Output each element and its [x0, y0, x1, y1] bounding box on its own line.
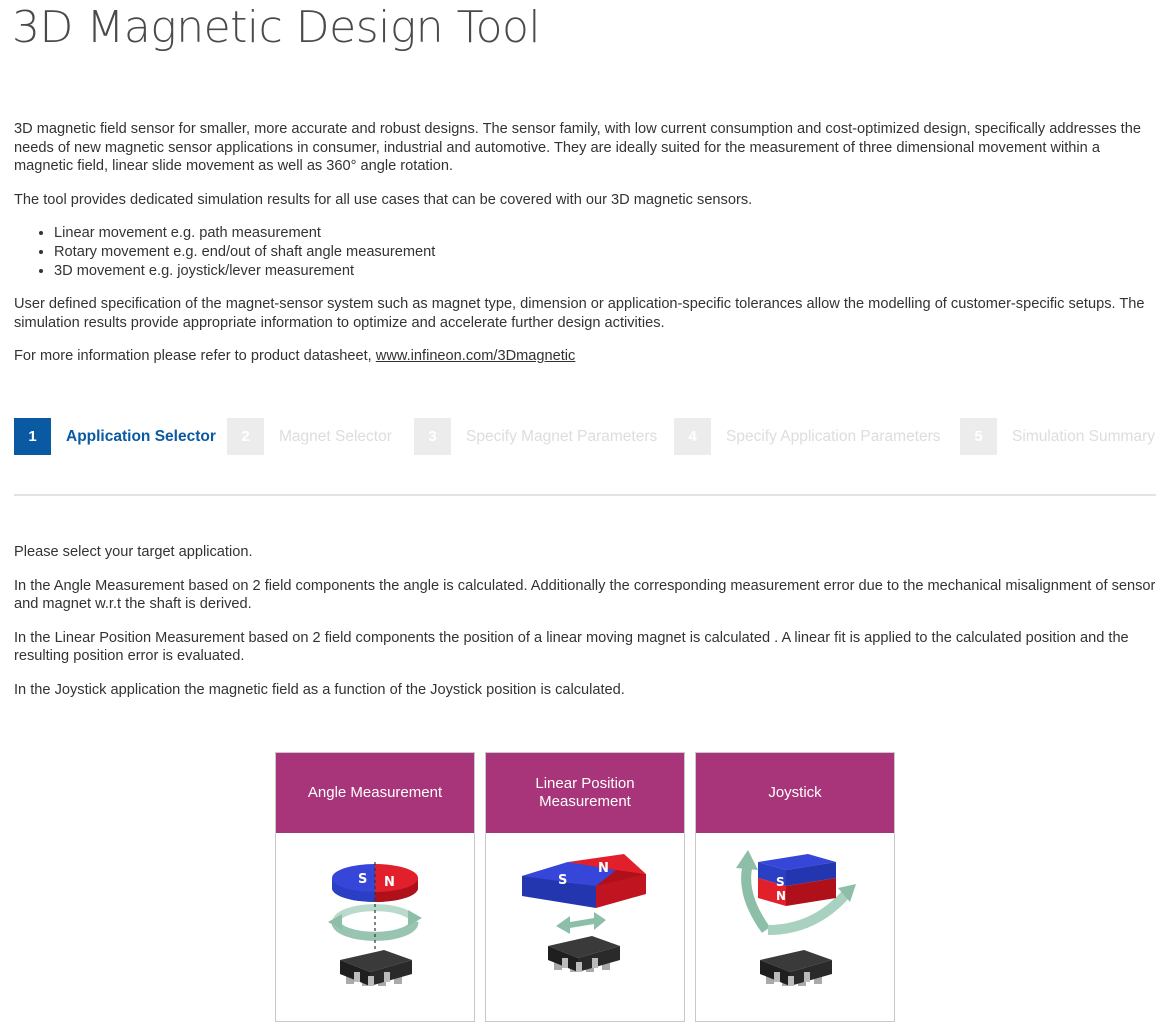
step-specify-magnet-parameters[interactable] [414, 418, 657, 455]
card-joystick[interactable] [695, 752, 895, 1022]
joystick-description: In the Joystick application the magnetic field as a function of the Joystick position is calculated. [14, 681, 625, 698]
step-label: Specify Application Parameters [726, 427, 941, 445]
datasheet-link[interactable]: www.infineon.com/3Dmagnetic [375, 348, 576, 365]
step-label: Specify Magnet Parameters [466, 427, 658, 445]
intro-section [14, 120, 1156, 381]
step-label: Magnet Selector [279, 427, 392, 445]
card-angle-measurement[interactable] [275, 752, 475, 1022]
card-title: Linear Position Measurement [486, 753, 684, 833]
n-pole-label: N [384, 875, 395, 890]
step-number: 5 [960, 418, 997, 455]
step-label: Application Selector [66, 427, 216, 445]
list-item: • Rotary movement e.g. end/out of shaft angle measurement [54, 243, 1156, 262]
divider [14, 494, 1156, 496]
wizard-steps [14, 418, 1156, 456]
step-number: 1 [14, 418, 51, 455]
s-pole-label: S [776, 875, 785, 889]
page-title: 3D Magnetic Design Tool [12, 2, 541, 53]
intro-paragraph-1: 3D magnetic field sensor for smaller, more accurate and robust designs. The sensor family, with low current consumption and cost-optimized design, specifically addresses the needs of new magnetic sensor applications in consumer, industrial and automotive. They are ideally suited for the measurement of three dimensional movement within a magnetic field, linear slide movement as well as 360° angle rotation. [14, 121, 1141, 175]
intro-paragraph-2: The tool provides dedicated simulation results for all use cases that can be covered with our 3D magnetic sensors. [14, 191, 753, 208]
s-pole-label: S [558, 873, 568, 888]
linear-position-icon [486, 834, 684, 1021]
n-pole-label: N [598, 861, 609, 876]
step-specify-application-parameters[interactable] [674, 418, 941, 455]
intro-paragraph-4 [14, 347, 1156, 366]
list-item: • 3D movement e.g. joystick/lever measurement [54, 262, 1156, 281]
use-case-list [14, 224, 1156, 280]
card-title: Angle Measurement [276, 753, 474, 833]
step-label: Simulation Summary [1012, 427, 1155, 445]
step-number: 2 [227, 418, 264, 455]
step-simulation-summary[interactable] [960, 418, 1155, 455]
angle-description: In the Angle Measurement based on 2 field components the angle is calculated. Additionally the corresponding measurement error due to the mechanical misalignment of sensor and magnet w.r.t the shaft is derived. [14, 577, 1156, 613]
card-title: Joystick [696, 753, 894, 833]
s-pole-label: S [358, 872, 368, 887]
step-application-selector[interactable] [14, 418, 216, 455]
card-linear-position-measurement[interactable] [485, 752, 685, 1022]
select-prompt: Please select your target application. [14, 544, 253, 560]
linear-description: In the Linear Position Measurement based on 2 field components the position of a linear moving magnet is calculated . A linear fit is applied to the calculated position and the resulting position error is evaluated. [14, 629, 1129, 665]
datasheet-text: For more information please refer to product datasheet, [14, 348, 376, 365]
n-pole-label: N [776, 889, 787, 903]
application-description [14, 543, 1156, 715]
joystick-icon [696, 834, 894, 1021]
step-number: 3 [414, 418, 451, 455]
step-magnet-selector[interactable] [227, 418, 392, 455]
list-item: • Linear movement e.g. path measurement [54, 224, 1156, 243]
angle-measurement-icon [276, 834, 474, 1021]
step-number: 4 [674, 418, 711, 455]
intro-paragraph-3: User defined specification of the magnet-sensor system such as magnet type, dimension or application-specific tolerances allow the modelling of customer-specific setups. The simulation results provide appropriate information to optimize and accelerate further design activities. [14, 296, 1145, 331]
